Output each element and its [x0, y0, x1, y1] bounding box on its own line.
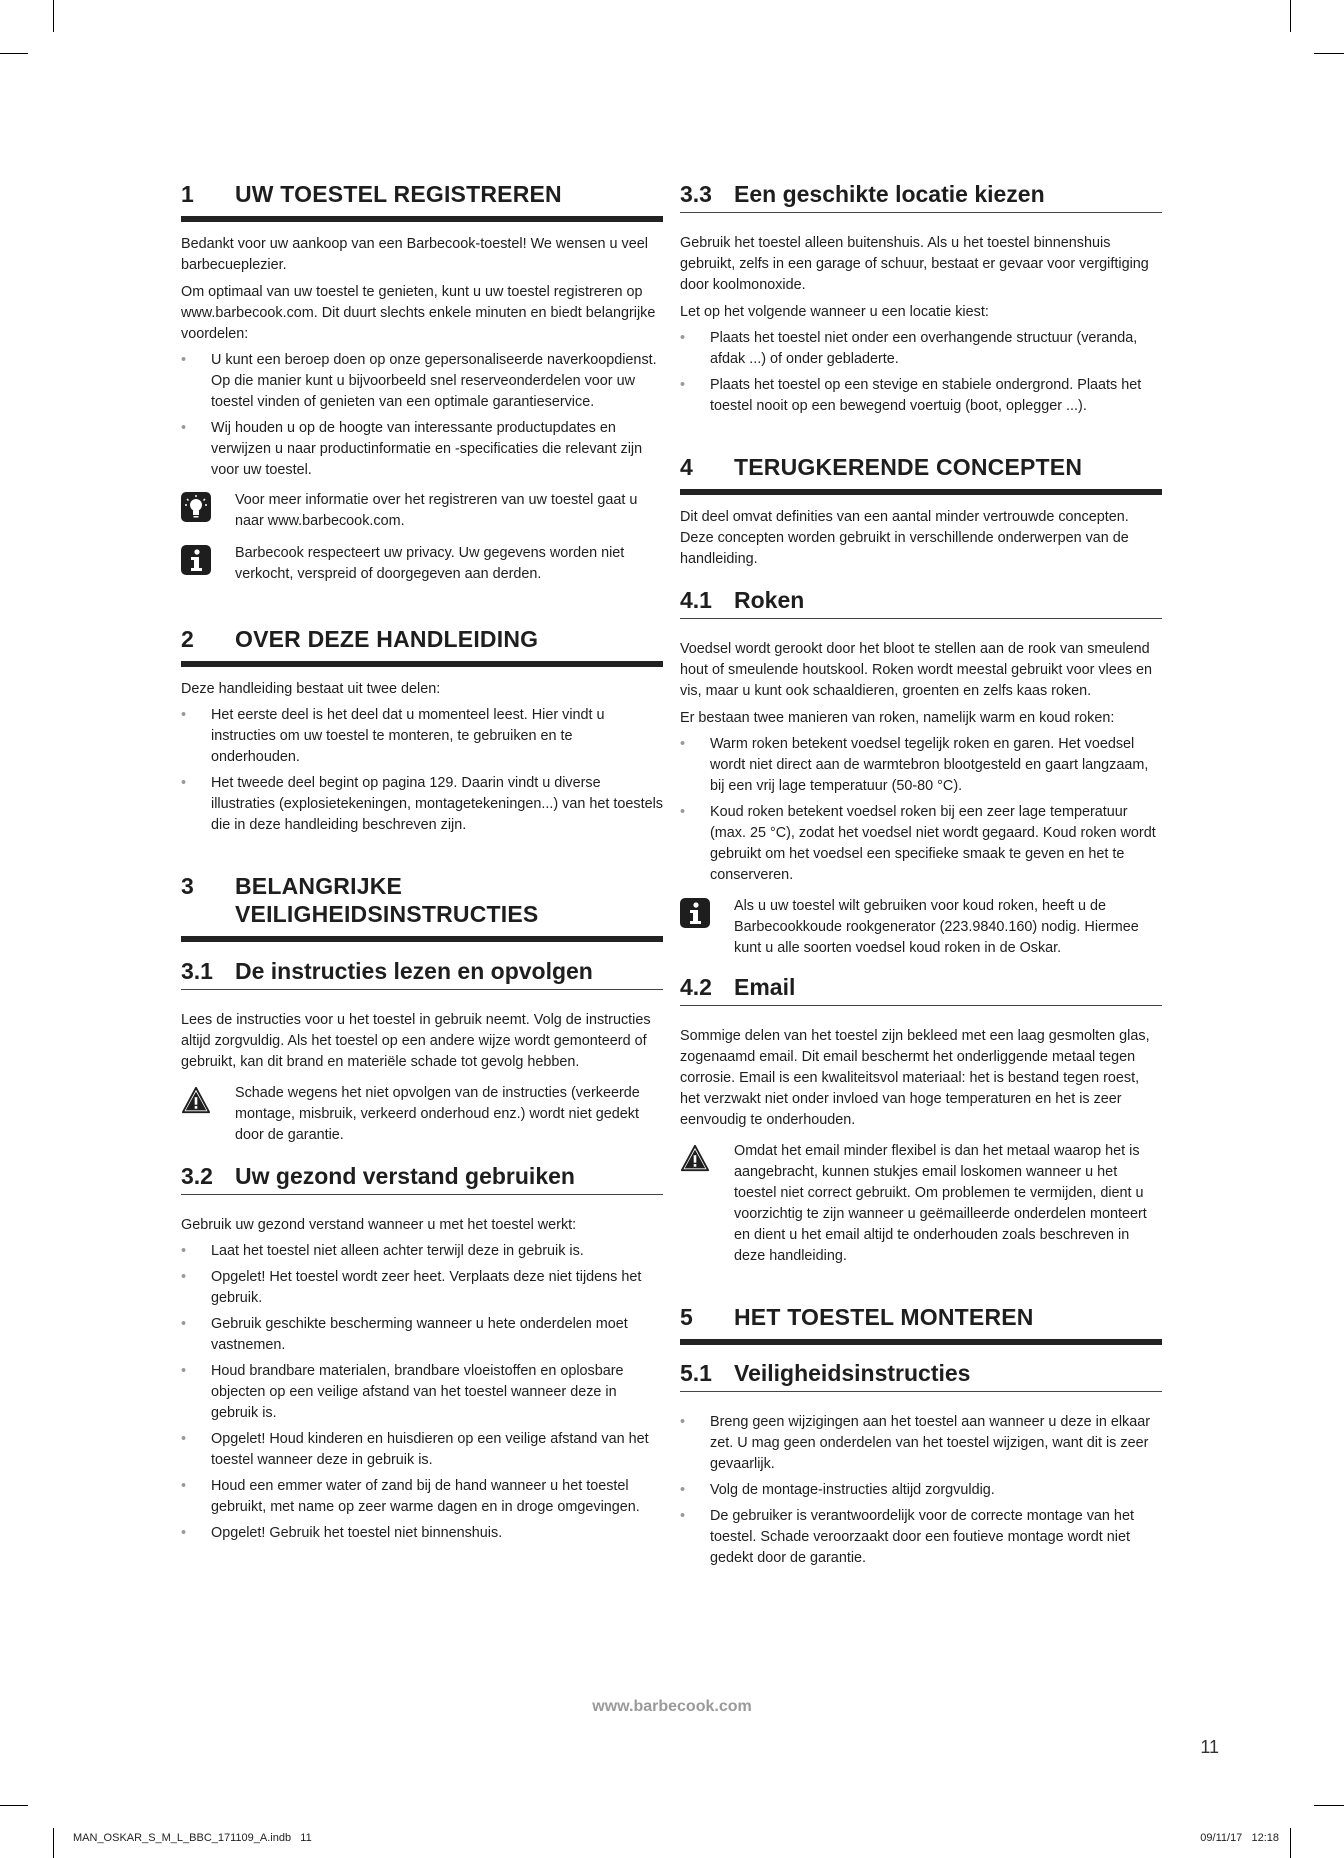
- list-item: • Het tweede deel begint op pagina 129. Daarin vindt u diverse illustraties (explosietekeningen, montagetekeningen...) van het toestels die in deze handleiding beschreven zijn.: [181, 773, 663, 836]
- list-item: • Breng geen wijzigingen aan het toestel aan wanneer u deze in elkaar zet. U mag geen onderdelen van het toestel wijzigen, want dit is zeer gevaarlijk.: [680, 1412, 1162, 1475]
- list-item: • Houd een emmer water of zand bij de hand wanneer u het toestel gebruikt, met name op zeer warme dagen en in droge omgevingen.: [181, 1476, 663, 1518]
- crop-mark: [1314, 53, 1344, 54]
- s3-1-paragraph: Lees de instructies voor u het toestel in gebruik neemt. Volg de instructies altijd zorgvuldig. Als het toestel op een andere wijze wordt gemonteerd of gebruikt, kan dit brand en materiële schade tot gevolg hebben.: [181, 1012, 651, 1070]
- list-item: • Opgelet! Gebruik het toestel niet binnenshuis.: [181, 1523, 663, 1544]
- s4-1-bullet-list: [680, 734, 1162, 886]
- section-2-heading: 2 OVER DEZE HANDLEIDING: [181, 625, 663, 667]
- list-item: • Opgelet! Houd kinderen en huisdieren op een veilige afstand van het toestel wanneer deze in gebruik is.: [181, 1429, 663, 1471]
- s4-1-paragraph: Voedsel wordt gerookt door het bloot te stellen aan de rook van smeulend hout of smeulende houtskool. Roken wordt meestal gebruikt voor vlees en vis, maar u kunt ook schaaldieren, groenten en zelfs kaas roken.: [680, 641, 1152, 699]
- section-3-1-heading: 3.1 De instructies lezen en opvolgen: [181, 957, 663, 990]
- section-4-1-heading: 4.1 Roken: [680, 586, 1162, 619]
- warning-icon: [181, 1085, 211, 1115]
- s1-paragraph: Om optimaal van uw toestel te genieten, kunt u uw toestel registreren op www.barbecook.com. Dit duurt slechts enkele minuten en biedt belangrijke voordelen:: [181, 284, 656, 342]
- s5-1-bullet-list: [680, 1412, 1162, 1569]
- list-item: • Houd brandbare materialen, brandbare vloeistoffen en oplosbare objecten op een veilige afstand van het toestel wanneer deze in gebruik is.: [181, 1361, 663, 1424]
- crop-mark: [53, 1828, 54, 1858]
- section-4-heading: 4 TERUGKERENDE CONCEPTEN: [680, 453, 1162, 495]
- list-item: • Warm roken betekent voedsel tegelijk roken en garen. Het voedsel wordt niet direct aan de warmtebron blootgesteld en gaart langzaam, bij een vrij lage temperatuur (50-80 °C).: [680, 734, 1162, 797]
- s3-2-bullet-list: [181, 1241, 663, 1544]
- warning-note: [680, 1141, 1162, 1267]
- s3-2-paragraph: Gebruik uw gezond verstand wanneer u met het toestel werkt:: [181, 1217, 577, 1233]
- list-item: • U kunt een beroep doen op onze gepersonaliseerde naverkoopdienst. Op die manier kunt u bijvoorbeeld snel reserveonderdelen voor uw toestel vinden of genieten van een optimale garantieservice.: [181, 350, 663, 413]
- list-item: • Gebruik geschikte bescherming wanneer u hete onderdelen moet vastnemen.: [181, 1314, 663, 1356]
- info-note: [181, 543, 663, 585]
- section-3-3-heading: 3.3 Een geschikte locatie kiezen: [680, 180, 1162, 213]
- list-item: • Wij houden u op de hoogte van interessante productupdates en verwijzen u naar productinformatie en -specificaties die relevant zijn voor uw toestel.: [181, 418, 663, 481]
- crop-mark: [1290, 1828, 1291, 1858]
- lightbulb-icon: [181, 492, 211, 522]
- list-item: • Het eerste deel is het deel dat u momenteel leest. Hier vindt u instructies om uw toestel te monteren, te gebruiken en te onderhouden.: [181, 705, 663, 768]
- crop-mark: [1290, 0, 1291, 32]
- print-slug-filename: MAN_OSKAR_S_M_L_BBC_171109_A.indb 11: [73, 1832, 312, 1844]
- list-item: • Koud roken betekent voedsel roken bij een zeer lage temperatuur (max. 25 °C), zodat het voedsel niet wordt gegaard. Koud roken wordt gebruikt om het voedsel een specifieke smaak te geven en het te conserveren.: [680, 802, 1162, 886]
- s3-3-paragraph: Let op het volgende wanneer u een locatie kiest:: [680, 304, 989, 320]
- crop-mark: [0, 53, 28, 54]
- print-slug-date: 09/11/17 12:18: [1200, 1832, 1279, 1844]
- s4-2-paragraph: Sommige delen van het toestel zijn bekleed met een laag gesmolten glas, zogenaamd email. Dit email beschermt het onderliggende metaal tegen corrosie. Email is een kwaliteitsvol materiaal: het is bestand tegen roest, het verzwakt niet onder invloed van hoge temperaturen en het is zeer eenvoudig te onderhouden.: [680, 1028, 1150, 1128]
- crop-mark: [0, 1805, 28, 1806]
- s4-1-paragraph: Er bestaan twee manieren van roken, namelijk warm en koud roken:: [680, 710, 1115, 726]
- s2-paragraph: Deze handleiding bestaat uit twee delen:: [181, 681, 441, 697]
- info-note: [680, 896, 1162, 959]
- section-4-2-heading: 4.2 Email: [680, 973, 1162, 1006]
- left-column: [181, 180, 663, 1544]
- info-icon: [181, 545, 211, 575]
- list-item: • Plaats het toestel niet onder een overhangende structuur (veranda, afdak ...) of onder gebladerte.: [680, 328, 1162, 370]
- s3-3-bullet-list: [680, 328, 1162, 417]
- right-column: [680, 180, 1162, 1569]
- s3-3-paragraph: Gebruik het toestel alleen buitenshuis. Als u het toestel binnenshuis gebruikt, zelfs in een garage of schuur, bestaat er gevaar voor vergiftiging door koolmonoxide.: [680, 235, 1149, 293]
- section-1-heading: 1 UW TOESTEL REGISTREREN: [181, 180, 663, 222]
- s1-bullet-list: [181, 350, 663, 481]
- list-item: • Laat het toestel niet alleen achter terwijl deze in gebruik is.: [181, 1241, 663, 1262]
- s1-paragraph: Bedankt voor uw aankoop van een Barbecook-toestel! We wensen u veel barbecueplezier.: [181, 236, 648, 273]
- tip-text: Voor meer informatie over het registreren van uw toestel gaat u naar www.barbecook.com.: [235, 492, 638, 529]
- list-item: • Opgelet! Het toestel wordt zeer heet. Verplaats deze niet tijdens het gebruik.: [181, 1267, 663, 1309]
- crop-mark: [1314, 1805, 1344, 1806]
- crop-mark: [53, 0, 54, 32]
- s4-paragraph: Dit deel omvat definities van een aantal minder vertrouwde concepten. Deze concepten worden gebruikt in verschillende onderwerpen van de handleiding.: [680, 509, 1129, 567]
- warning-text: Omdat het email minder flexibel is dan het metaal waarop het is aangebracht, kunnen stukjes email loskomen wanneer u het toestel niet correct gebruikt. Om problemen te vermijden, dient u voorzichtig te zijn wanneer u geëmailleerde onderdelen monteert en dient u het email altijd te onderhouden zoals beschreven in deze handleiding.: [734, 1143, 1147, 1264]
- info-text: Als u uw toestel wilt gebruiken voor koud roken, heeft u de Barbecookkoude rookgenerator (223.9840.160) nodig. Hiermee kunt u alle soorten voedsel koud roken in de Oskar.: [734, 898, 1139, 956]
- info-icon: [680, 898, 710, 928]
- s2-bullet-list: [181, 705, 663, 836]
- warning-text: Schade wegens het niet opvolgen van de instructies (verkeerde montage, misbruik, verkeerd onderhoud enz.) wordt niet gedekt door de garantie.: [235, 1085, 640, 1143]
- info-text: Barbecook respecteert uw privacy. Uw gegevens worden niet verkocht, verspreid of doorgegeven aan derden.: [235, 545, 625, 582]
- footer-url[interactable]: www.barbecook.com: [592, 1698, 752, 1715]
- list-item: • De gebruiker is verantwoordelijk voor de correcte montage van het toestel. Schade veroorzaakt door een foutieve montage wordt niet gedekt door de garantie.: [680, 1506, 1162, 1569]
- warning-note: [181, 1083, 663, 1146]
- section-3-2-heading: 3.2 Uw gezond verstand gebruiken: [181, 1162, 663, 1195]
- section-3-title: BELANGRIJKE VEILIGHEIDSINSTRUCTIES: [235, 873, 539, 927]
- list-item: • Volg de montage-instructies altijd zorgvuldig.: [680, 1480, 1162, 1501]
- list-item: • Plaats het toestel op een stevige en stabiele ondergrond. Plaats het toestel nooit op een bewegend voertuig (boot, oplegger ...).: [680, 375, 1162, 417]
- warning-icon: [680, 1143, 710, 1173]
- page-number: 11: [1200, 1737, 1219, 1757]
- section-3-heading: 3 BELANGRIJKE VEILIGHEIDSINSTRUCTIES: [181, 872, 663, 942]
- tip-note: [181, 490, 663, 532]
- section-5-heading: 5 HET TOESTEL MONTEREN: [680, 1303, 1162, 1345]
- section-5-1-heading: 5.1 Veiligheidsinstructies: [680, 1359, 1162, 1392]
